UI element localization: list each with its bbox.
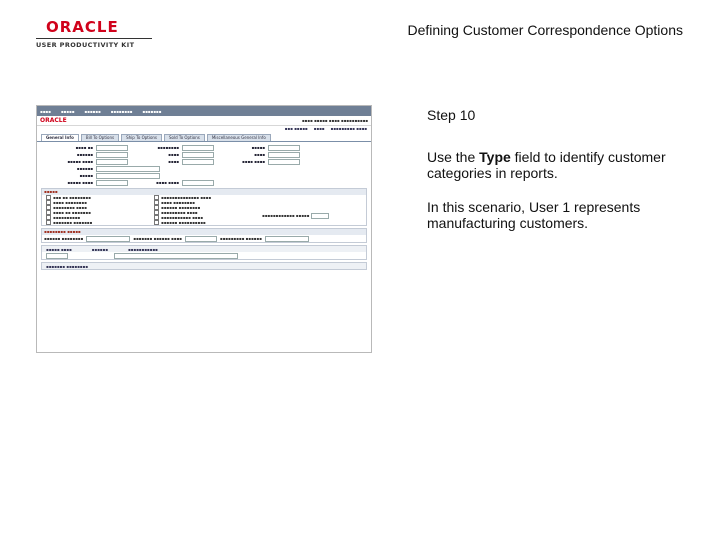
app-tab-general-info: General Info [41, 134, 79, 141]
instruction-text: field to identify customer categories in reports. [427, 149, 666, 181]
app-address-section: ▪▪▪▪▪▪▪ ▪▪▪▪▪▪▪▪ [41, 262, 367, 270]
app-export-section: ▪▪▪▪▪ ▪▪▪▪ ▪▪▪▪▪▪ ▪▪▪▪▪▪▪▪▪▪▪ [41, 245, 367, 260]
app-tab-bar [37, 133, 371, 142]
instruction-type-field [427, 149, 687, 181]
application-screenshot [36, 105, 372, 353]
app-roles-section: ▪▪▪▪▪ ▪▪▪ ▪▪ ▪▪▪▪▪▪▪▪ ▪▪▪▪ ▪▪▪▪▪▪▪▪ ▪▪▪▪▪▪▪▪ ▪▪▪▪ ▪▪▪▪ ▪▪ ▪▪▪▪▪▪▪ ▪▪▪▪▪▪▪▪▪▪ ▪▪▪▪▪▪▪ ▪▪▪▪▪▪▪ ▪▪▪▪▪▪▪▪▪▪▪▪▪▪ ▪▪▪▪ ▪▪▪▪ ▪▪▪▪▪▪▪▪ ▪▪▪▪▪▪ ▪▪▪▪▪▪▪▪ ▪▪▪▪▪▪▪▪▪ ▪▪▪▪ ▪▪▪▪▪▪▪▪▪▪▪ ▪▪▪▪ ▪▪▪▪▪▪ ▪▪▪▪▪▪▪▪▪▪ ▪▪▪▪▪▪▪▪▪▪▪▪ ▪▪▪▪▪ [41, 188, 367, 226]
app-tab-bill-to-options: Bill To Options [81, 134, 119, 141]
step-number: Step 10 [427, 107, 476, 123]
app-link-row: ▪▪▪ ▪▪▪▪▪ ▪▪▪▪ ▪▪▪▪▪▪▪▪▪ ▪▪▪▪ [284, 126, 367, 131]
field-name-emphasis: Type [479, 149, 511, 165]
app-oracle-logo: ORACLE [40, 117, 67, 124]
app-form-area: ▪▪▪▪ ▪▪ ▪▪▪▪▪▪▪▪ ▪▪▪▪▪ ▪▪▪▪▪▪ ▪▪▪▪ ▪▪▪▪ ▪▪▪▪▪ ▪▪▪▪ ▪▪▪▪ ▪▪▪▪ ▪▪▪▪ ▪▪▪▪▪▪ ▪▪▪▪▪ ▪▪▪▪▪ ▪▪▪▪ ▪▪▪▪ ▪▪▪▪ [37, 142, 371, 186]
app-tab-ship-to-options: Ship To Options [121, 134, 162, 141]
app-brandbar: ORACLE ▪▪▪▪ ▪▪▪▪▪ ▪▪▪▪ ▪▪▪▪▪▪▪▪▪▪ [37, 116, 371, 126]
page-title: Defining Customer Correspondence Options [407, 22, 683, 38]
app-menubar: ▪▪▪▪ ▪▪▪▪▪ ▪▪▪▪▪▪ ▪▪▪▪▪▪▪▪ ▪▪▪▪▪▪▪ [37, 106, 371, 116]
instruction-text: Use the [427, 149, 480, 165]
app-forecast-section: ▪▪▪▪▪▪▪▪ ▪▪▪▪▪ ▪▪▪▪▪▪ ▪▪▪▪▪▪▪▪ ▪▪▪▪▪▪▪ ▪▪▪▪▪▪ ▪▪▪▪ ▪▪▪▪▪▪▪▪▪ ▪▪▪▪▪▪ [41, 228, 367, 243]
app-tab-misc-general-info: Miscellaneous General Info [207, 134, 271, 141]
oracle-upk-logo [36, 20, 152, 49]
oracle-wordmark: ORACLE [46, 18, 119, 36]
scenario-note: In this scenario, User 1 represents manufacturing customers. [427, 199, 641, 231]
upk-wordmark: USER PRODUCTIVITY KIT [36, 38, 152, 49]
app-tab-sold-to-options: Sold To Options [164, 134, 205, 141]
